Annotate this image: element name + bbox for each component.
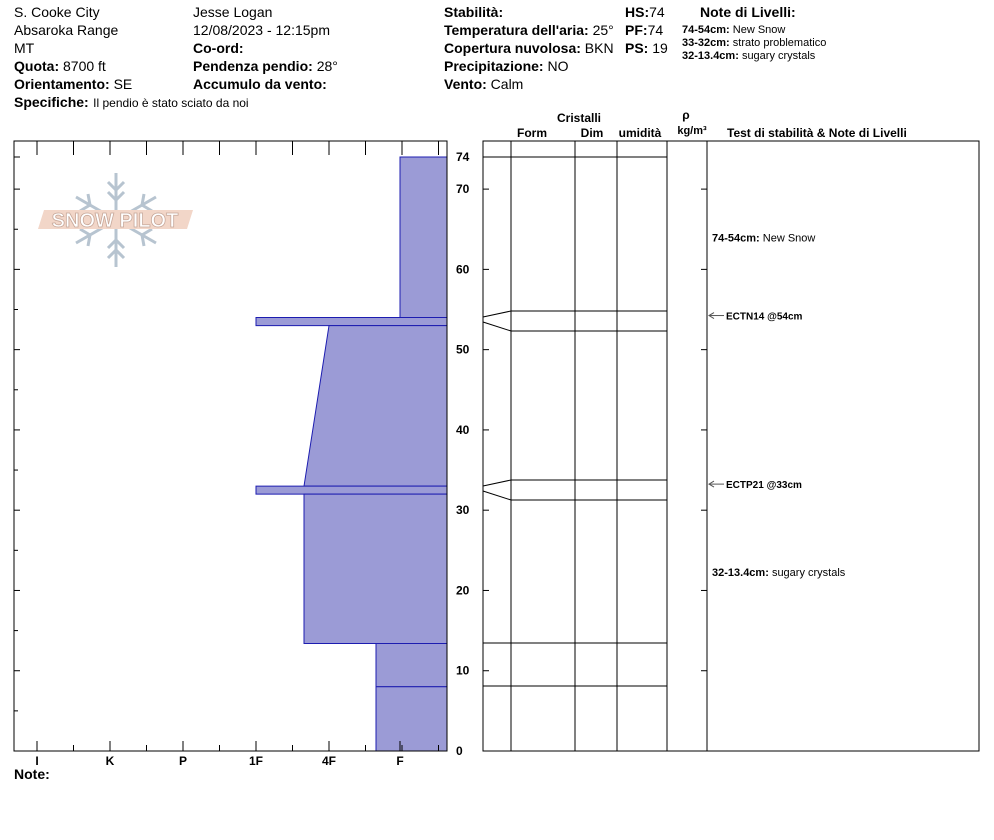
nuvolosa-value: BKN [584, 40, 614, 56]
depth-tick-label: 50 [456, 342, 470, 357]
hardness-tick-label: K [105, 754, 115, 768]
depth-tick-label: 10 [456, 663, 470, 678]
layer-note-label [712, 567, 846, 579]
orient-label: Orientamento: [14, 76, 110, 92]
notes-panel [709, 232, 846, 579]
stability-test-label: ECTN14 @54cm [726, 311, 803, 323]
hardness-tick-label: 1F [248, 754, 264, 768]
stability-test-label: ECTP21 @33cm [726, 480, 802, 492]
vento-label: Vento: [444, 76, 487, 92]
note-livelli-label: Note di Livelli: [700, 4, 796, 20]
hardness-layer [256, 318, 447, 326]
stabilita-label: Stabilità: [444, 4, 504, 20]
datetime: 12/08/2023 - 12:15pm [193, 22, 330, 38]
hs-value: 74 [649, 4, 665, 20]
accumulo-label: Accumulo da vento: [193, 76, 327, 92]
temp-label: Temperatura dell'aria: [444, 22, 589, 38]
quota-value: 8700 ft [63, 58, 106, 74]
layer-connector [483, 491, 511, 500]
layer-note-range: 74-54cm: [712, 232, 763, 245]
form-header: Form [517, 126, 547, 140]
depth-tick-label: 74 [456, 150, 470, 164]
layer-note-text: sugary crystals [771, 566, 846, 579]
hardness-layer [256, 486, 447, 494]
snow-pilot-logo [38, 173, 193, 267]
layer-note-text: sugary crystals [741, 50, 816, 62]
hardness-profile [256, 157, 447, 751]
precip-value: NO [547, 58, 569, 74]
layer-note-label [712, 232, 815, 244]
hardness-layer [376, 643, 447, 686]
hardness-layer [304, 494, 447, 643]
layer-note-range: 32-13.4cm: [712, 566, 772, 579]
umidita-header: umidità [618, 126, 662, 140]
coord-label: Co-ord: [193, 40, 244, 56]
note-label: Note: [14, 766, 50, 782]
nuvolosa-label: Copertura nuvolosa: [444, 40, 581, 56]
dim-header: Dim [580, 126, 604, 140]
hardness-layer [304, 326, 447, 487]
rho-header: ρ [682, 108, 690, 122]
precip-label: Precipitazione: [444, 58, 544, 74]
vento-value: Calm [490, 76, 524, 92]
pf-label: PF: [625, 22, 648, 38]
hardness-layer [400, 157, 447, 318]
observer: Jesse Logan [193, 4, 273, 20]
hardness-tick-label: F [396, 754, 404, 768]
layer-note-text: strato problematico [732, 37, 827, 49]
hs-label: HS: [625, 4, 650, 20]
temp-value: 25° [592, 22, 614, 38]
hardness-tick-label: I [35, 754, 39, 768]
layer-connector [483, 311, 511, 317]
density-unit-header: kg/m³ [677, 125, 707, 137]
layer-note-range: 74-54cm: [682, 24, 730, 36]
hardness-tick-label: P [178, 754, 188, 768]
hardness-layer [376, 687, 447, 751]
location: S. Cooke City [14, 4, 100, 20]
layer-connector [483, 480, 511, 486]
depth-tick-label: 40 [456, 422, 470, 437]
depth-tick-label: 20 [456, 583, 470, 598]
cristalli-header: Cristalli [556, 111, 602, 125]
depth-tick-label: 0 [456, 744, 463, 758]
pendenza-value: 28° [316, 58, 338, 74]
ps-label: PS: [625, 40, 649, 56]
pf-value: 74 [647, 22, 664, 38]
depth-tick-label: 30 [456, 503, 470, 518]
layer-note-range: 32-13.4cm: [682, 50, 739, 62]
layer-note-text: New Snow [762, 232, 816, 245]
quota-label: Quota: [14, 58, 60, 74]
layer-note-text: New Snow [732, 24, 786, 36]
state: MT [14, 40, 35, 56]
depth-tick-label: 70 [456, 182, 470, 197]
range: Absaroka Range [14, 22, 119, 38]
ps-value: 19 [652, 40, 668, 56]
layer-note-range: 33-32cm: [682, 37, 730, 49]
pendenza-label: Pendenza pendio: [193, 58, 313, 74]
stability-notes-header: Test di stabilità & Note di Livelli [727, 126, 907, 140]
depth-tick-label: 60 [456, 262, 470, 277]
hardness-tick-label: 4F [321, 754, 337, 768]
layer-connector [483, 322, 511, 331]
specifiche-value: Il pendio è stato sciato da noi [93, 96, 249, 110]
orient-value: SE [113, 76, 133, 92]
logo-text: SNOW PILOT [51, 210, 179, 232]
specifiche-label: Specifiche: [14, 94, 89, 110]
